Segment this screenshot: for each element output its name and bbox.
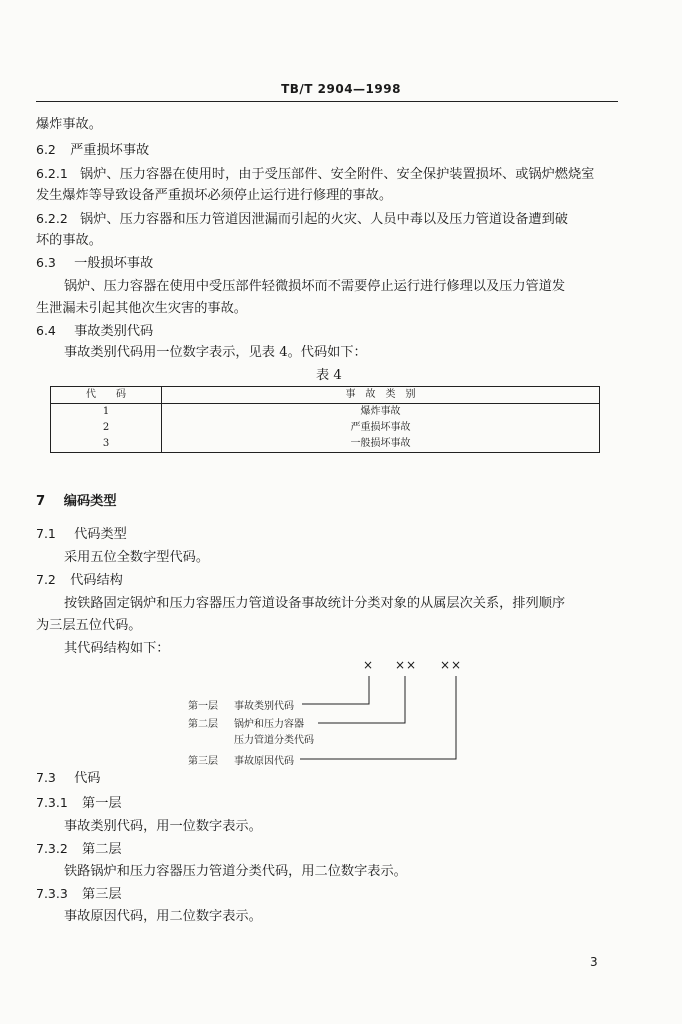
section-heading xyxy=(36,793,122,813)
text-line: 锅炉、压力容器在使用中受压部件轻微损坏而不需要停止运行进行修理以及压力管道发 xyxy=(64,279,566,294)
diagram-layer-desc-2: 压力管道分类代码 xyxy=(234,735,314,746)
diagram-layer-label: 第一层 xyxy=(188,701,218,712)
text-line: 为三层五位代码。 xyxy=(36,618,142,633)
diagram-layer-desc: 事故类别代码 xyxy=(234,701,294,712)
chapter-title: 编码类型 xyxy=(63,494,117,509)
column-header-code: 代 码 xyxy=(51,387,162,404)
column-header-category: 事 故 类 别 xyxy=(345,389,416,400)
chapter-number: 7 xyxy=(36,494,46,509)
clause-number: 6.2.2 xyxy=(36,211,68,226)
text-line: 事故类别代码，用一位数字表示。 xyxy=(64,819,262,834)
text-line: 爆炸事故。 xyxy=(36,117,102,132)
table-cell: 一般损坏事故 xyxy=(350,438,411,449)
table-cell: 1 xyxy=(51,404,162,421)
section-title: 事故类别代码 xyxy=(74,324,154,339)
section-number: 6.3 xyxy=(36,255,56,270)
section-number: 7.3 xyxy=(36,770,56,785)
section-title: 第三层 xyxy=(82,887,122,902)
table-cell: 严重损坏事故 xyxy=(350,422,411,433)
section-title: 代码结构 xyxy=(70,573,123,588)
text-line: 坏的事故。 xyxy=(36,233,102,248)
section-title: 严重损坏事故 xyxy=(70,143,150,158)
section-number: 7.2 xyxy=(36,572,56,587)
page-header: TB/T 2904—1998 xyxy=(281,82,401,96)
text-line: 事故类别代码用一位数字表示，见表 4。代码如下： xyxy=(64,345,367,360)
clause-text: 锅炉、压力容器和压力管道因泄漏而引起的火灾、人员中毒以及压力管道设备遭到破 xyxy=(80,212,568,227)
diagram-layer-desc: 事故原因代码 xyxy=(234,756,294,767)
code-digit-mark-1: × xyxy=(363,658,375,672)
table-caption: 表 4 xyxy=(316,368,342,383)
section-heading xyxy=(36,884,122,904)
connector-layer-2 xyxy=(318,676,405,723)
section-number: 7.3.2 xyxy=(36,841,68,856)
section-title: 第二层 xyxy=(82,842,122,857)
page-number: 3 xyxy=(590,955,598,969)
text-line: 事故原因代码，用二位数字表示。 xyxy=(64,909,262,924)
text-line: 生泄漏未引起其他次生灾害的事故。 xyxy=(36,301,247,316)
section-title: 第一层 xyxy=(82,796,122,811)
diagram-layer-desc: 锅炉和压力容器 xyxy=(234,719,304,730)
section-title: 一般损坏事故 xyxy=(74,256,154,271)
clause-number: 6.2.1 xyxy=(36,166,68,181)
text-line: 采用五位全数字型代码。 xyxy=(64,550,210,565)
connector-layer-1 xyxy=(302,676,369,704)
table-cell: 2 xyxy=(51,420,162,436)
section-heading xyxy=(36,839,122,859)
text-line: 按铁路固定锅炉和压力容器压力管道设备事故统计分类对象的从属层次关系，排列顺序 xyxy=(64,596,566,611)
connector-layer-3 xyxy=(300,676,456,759)
section-number: 7.3.1 xyxy=(36,795,68,810)
section-title: 代码 xyxy=(74,771,101,786)
code-digit-mark-2: ×× xyxy=(395,658,418,672)
section-number: 7.1 xyxy=(36,526,56,541)
section-number: 6.2 xyxy=(36,142,56,157)
table-cell: 3 xyxy=(51,436,162,453)
clause-text: 锅炉、压力容器在使用时，由于受压部件、安全附件、安全保护装置损坏、或锅炉燃烧室 xyxy=(80,167,595,182)
text-line: 发生爆炸等导致设备严重损坏必须停止运行进行修理的事故。 xyxy=(36,188,393,203)
text-line: 铁路锅炉和压力容器压力管道分类代码，用二位数字表示。 xyxy=(64,864,407,879)
section-title: 代码类型 xyxy=(74,527,127,542)
section-number: 7.3.3 xyxy=(36,886,68,901)
code-digit-mark-3: ×× xyxy=(440,658,463,672)
diagram-layer-label: 第三层 xyxy=(188,756,218,767)
diagram-layer-label: 第二层 xyxy=(188,719,218,730)
section-heading xyxy=(36,768,100,788)
text-line: 其代码结构如下： xyxy=(64,641,170,656)
table-cell: 爆炸事故 xyxy=(360,406,401,417)
section-number: 6.4 xyxy=(36,323,56,338)
